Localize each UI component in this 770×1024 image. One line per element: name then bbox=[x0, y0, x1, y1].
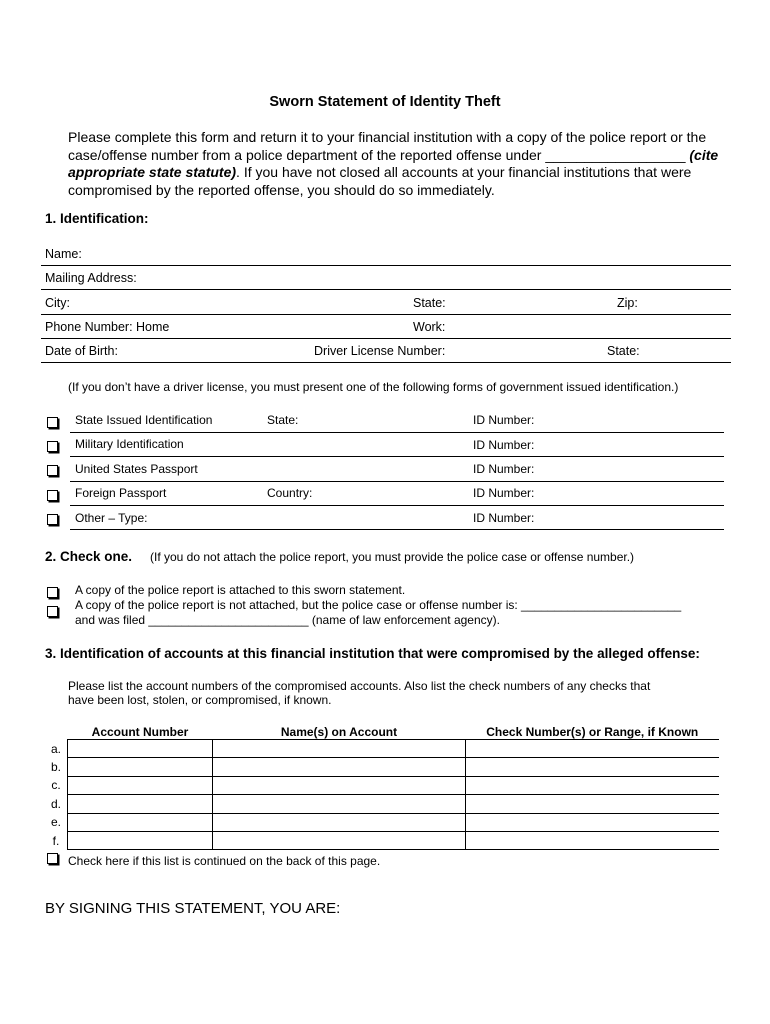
option-filed-agency: and was filed ________________________ (name of law enforcement agency). bbox=[75, 613, 500, 627]
id-number-label: ID Number: bbox=[473, 486, 535, 500]
checkbox-military-id[interactable] bbox=[47, 441, 58, 452]
section2-heading: 2. Check one. bbox=[45, 549, 133, 564]
table-row bbox=[45, 831, 719, 849]
account-number-cell[interactable] bbox=[68, 740, 213, 758]
row-label: d. bbox=[50, 796, 61, 811]
table-header-row bbox=[45, 722, 719, 740]
check-number-cell[interactable] bbox=[466, 831, 720, 849]
account-name-cell[interactable] bbox=[213, 813, 466, 831]
dl-number-label: Driver License Number: bbox=[314, 344, 446, 358]
check-number-cell[interactable] bbox=[466, 740, 720, 758]
divider bbox=[41, 265, 731, 266]
page-title: Sworn Statement of Identity Theft bbox=[269, 94, 501, 110]
divider bbox=[41, 362, 731, 363]
id-number-label: ID Number: bbox=[473, 438, 535, 452]
divider bbox=[41, 289, 731, 290]
divider bbox=[41, 314, 731, 315]
check-number-cell[interactable] bbox=[466, 795, 720, 813]
check-number-cell[interactable] bbox=[466, 776, 720, 794]
state-label: State: bbox=[413, 296, 446, 310]
accounts-table bbox=[45, 722, 719, 850]
checkbox-state-id[interactable] bbox=[47, 417, 58, 428]
statute-note: (cite appropriate state statute) bbox=[68, 146, 719, 180]
column-header: Name(s) on Account bbox=[213, 722, 466, 740]
section1-heading: 1. Identification: bbox=[45, 211, 149, 226]
dl-state-label: State: bbox=[607, 344, 640, 358]
work-phone-label: Work: bbox=[413, 320, 446, 334]
divider bbox=[41, 338, 731, 339]
section3-heading: 3. Identification of accounts at this financial institution that were compromised by the alleged offense: bbox=[45, 646, 700, 661]
section3-instructions-2: have been lost, stolen, or compromised, if known. bbox=[68, 693, 332, 707]
id-option-state: State: bbox=[267, 413, 299, 427]
account-number-cell[interactable] bbox=[68, 795, 213, 813]
account-number-cell[interactable] bbox=[68, 813, 213, 831]
section2-note: (If you do not attach the police report, you must provide the police case or offense number.) bbox=[150, 550, 635, 564]
table-row bbox=[45, 795, 719, 813]
row-label-header bbox=[45, 722, 68, 740]
divider bbox=[70, 505, 724, 506]
checkbox-foreign-passport[interactable] bbox=[47, 490, 58, 501]
account-name-cell[interactable] bbox=[213, 795, 466, 813]
intro-paragraph bbox=[68, 129, 728, 199]
checkbox-us-passport[interactable] bbox=[47, 465, 58, 476]
id-option-label: Other – Type: bbox=[75, 511, 148, 525]
id-option-label: Foreign Passport bbox=[75, 486, 167, 500]
account-number-cell[interactable] bbox=[68, 776, 213, 794]
section3-instructions-1: Please list the account numbers of the compromised accounts. Also list the check numbers of any checks that bbox=[68, 679, 651, 693]
account-name-cell[interactable] bbox=[213, 758, 466, 776]
id-number-label: ID Number: bbox=[473, 511, 535, 525]
table-row bbox=[45, 758, 719, 776]
row-label: b. bbox=[50, 760, 61, 775]
option-report-not-attached: A copy of the police report is not attached, but the police case or offense number is: ________________________ bbox=[75, 598, 682, 612]
row-label: c. bbox=[51, 778, 61, 793]
phone-home-label: Phone Number: Home bbox=[45, 320, 170, 334]
name-label: Name: bbox=[45, 247, 82, 261]
check-number-cell[interactable] bbox=[466, 758, 720, 776]
account-name-cell[interactable] bbox=[213, 776, 466, 794]
divider bbox=[70, 456, 724, 457]
id-number-label: ID Number: bbox=[473, 413, 535, 427]
intro-text-1: Please complete this form and return it to your financial institution with a copy of the police report or the case/offense number from a police department of the reported offense under __________________ bbox=[68, 129, 707, 163]
column-header: Check Number(s) or Range, if Known bbox=[466, 722, 720, 740]
checkbox-list-continued[interactable] bbox=[47, 853, 58, 864]
account-number-cell[interactable] bbox=[68, 758, 213, 776]
city-label: City: bbox=[45, 296, 70, 310]
check-number-cell[interactable] bbox=[466, 813, 720, 831]
mailing-address-label: Mailing Address: bbox=[45, 271, 137, 285]
id-option-label: State Issued Identification bbox=[75, 413, 213, 427]
table-row bbox=[45, 740, 719, 758]
row-label: a. bbox=[50, 741, 61, 756]
list-continued-label: Check here if this list is continued on the back of this page. bbox=[68, 854, 381, 868]
account-name-cell[interactable] bbox=[213, 740, 466, 758]
intro-text-2: . If you have not closed all accounts at your financial institutions that were compromised by the reported offense, you should do so immediately. bbox=[68, 164, 692, 198]
row-label: e. bbox=[50, 815, 61, 830]
id-option-label: United States Passport bbox=[75, 462, 198, 476]
zip-label: Zip: bbox=[617, 296, 638, 310]
checkbox-other-id[interactable] bbox=[47, 514, 58, 525]
checkbox-report-not-attached[interactable] bbox=[47, 606, 58, 617]
table-row bbox=[45, 813, 719, 831]
row-label: f. bbox=[52, 833, 60, 848]
table-row bbox=[45, 776, 719, 794]
checkbox-report-attached[interactable] bbox=[47, 587, 58, 598]
account-name-cell[interactable] bbox=[213, 831, 466, 849]
divider bbox=[70, 529, 724, 530]
id-option-label: Military Identification bbox=[75, 437, 184, 451]
id-number-label: ID Number: bbox=[473, 462, 535, 476]
id-option-country: Country: bbox=[267, 486, 313, 500]
divider bbox=[70, 481, 724, 482]
column-header: Account Number bbox=[68, 722, 213, 740]
account-number-cell[interactable] bbox=[68, 831, 213, 849]
signing-heading: BY SIGNING THIS STATEMENT, YOU ARE: bbox=[45, 900, 341, 917]
divider bbox=[70, 432, 724, 433]
dob-label: Date of Birth: bbox=[45, 344, 118, 358]
option-report-attached: A copy of the police report is attached to this sworn statement. bbox=[75, 583, 406, 597]
id-note: (If you don’t have a driver license, you must present one of the following forms of government issued identification.) bbox=[68, 380, 679, 394]
